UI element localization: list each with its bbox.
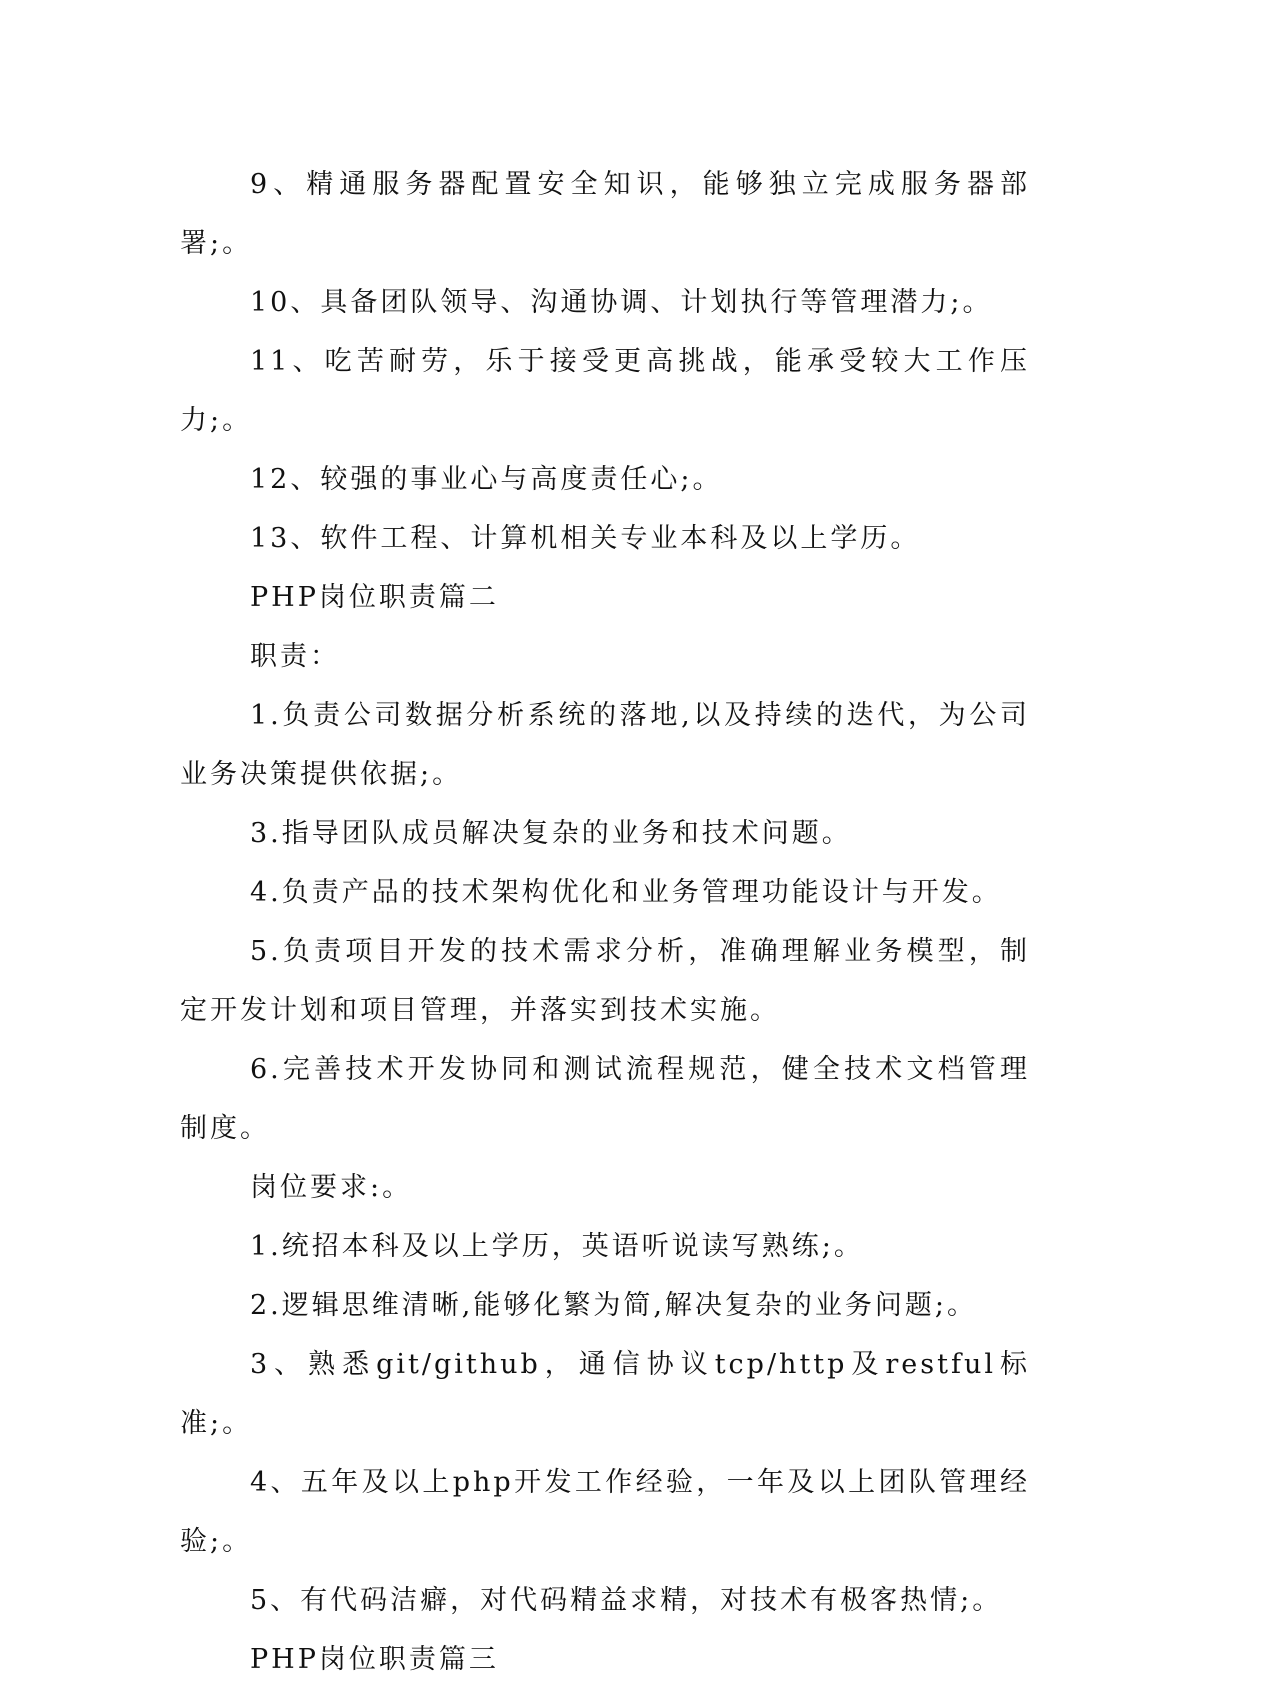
requirement-item-10: 10、具备团队领导、沟通协调、计划执行等管理潜力;。 bbox=[250, 287, 993, 318]
job-requirement-1: 1.统招本科及以上学历，英语听说读写熟练;。 bbox=[250, 1231, 864, 1262]
duty-item-5: 5.负责项目开发的技术需求分析，准确理解业务模型，制定开发计划和项目管理，并落实到技术实施。 bbox=[180, 936, 1030, 1026]
job-requirement-4: 4、五年及以上php开发工作经验，一年及以上团队管理经验;。 bbox=[180, 1467, 1030, 1557]
requirements-label: 岗位要求:。 bbox=[250, 1172, 413, 1203]
duty-item-1: 1.负责公司数据分析系统的落地,以及持续的迭代，为公司业务决策提供依据;。 bbox=[180, 700, 1030, 790]
requirement-item-9: 9、精通服务器配置安全知识，能够独立完成服务器部署;。 bbox=[180, 169, 1030, 259]
job-requirement-5: 5、有代码洁癖，对代码精益求精，对技术有极客热情;。 bbox=[250, 1585, 1003, 1616]
section-heading-3: PHP岗位职责篇三 bbox=[250, 1644, 499, 1675]
duty-item-4: 4.负责产品的技术架构优化和业务管理功能设计与开发。 bbox=[250, 877, 1002, 908]
requirement-item-12: 12、较强的事业心与高度责任心;。 bbox=[250, 464, 723, 495]
duties-label: 职责： bbox=[250, 641, 340, 672]
job-requirement-2: 2.逻辑思维清晰,能够化繁为简,解决复杂的业务问题;。 bbox=[250, 1290, 978, 1321]
duty-item-3: 3.指导团队成员解决复杂的业务和技术问题。 bbox=[250, 818, 852, 849]
job-requirement-3: 3、熟悉git/github，通信协议tcp/http及restful标准;。 bbox=[180, 1349, 1030, 1439]
requirement-item-11: 11、吃苦耐劳，乐于接受更高挑战，能承受较大工作压力;。 bbox=[180, 346, 1030, 436]
document-body bbox=[180, 155, 1030, 1689]
section-heading-2: PHP岗位职责篇二 bbox=[250, 582, 499, 613]
requirement-item-13: 13、软件工程、计算机相关专业本科及以上学历。 bbox=[250, 523, 921, 554]
duty-item-6: 6.完善技术开发协同和测试流程规范，健全技术文档管理制度。 bbox=[180, 1054, 1030, 1144]
